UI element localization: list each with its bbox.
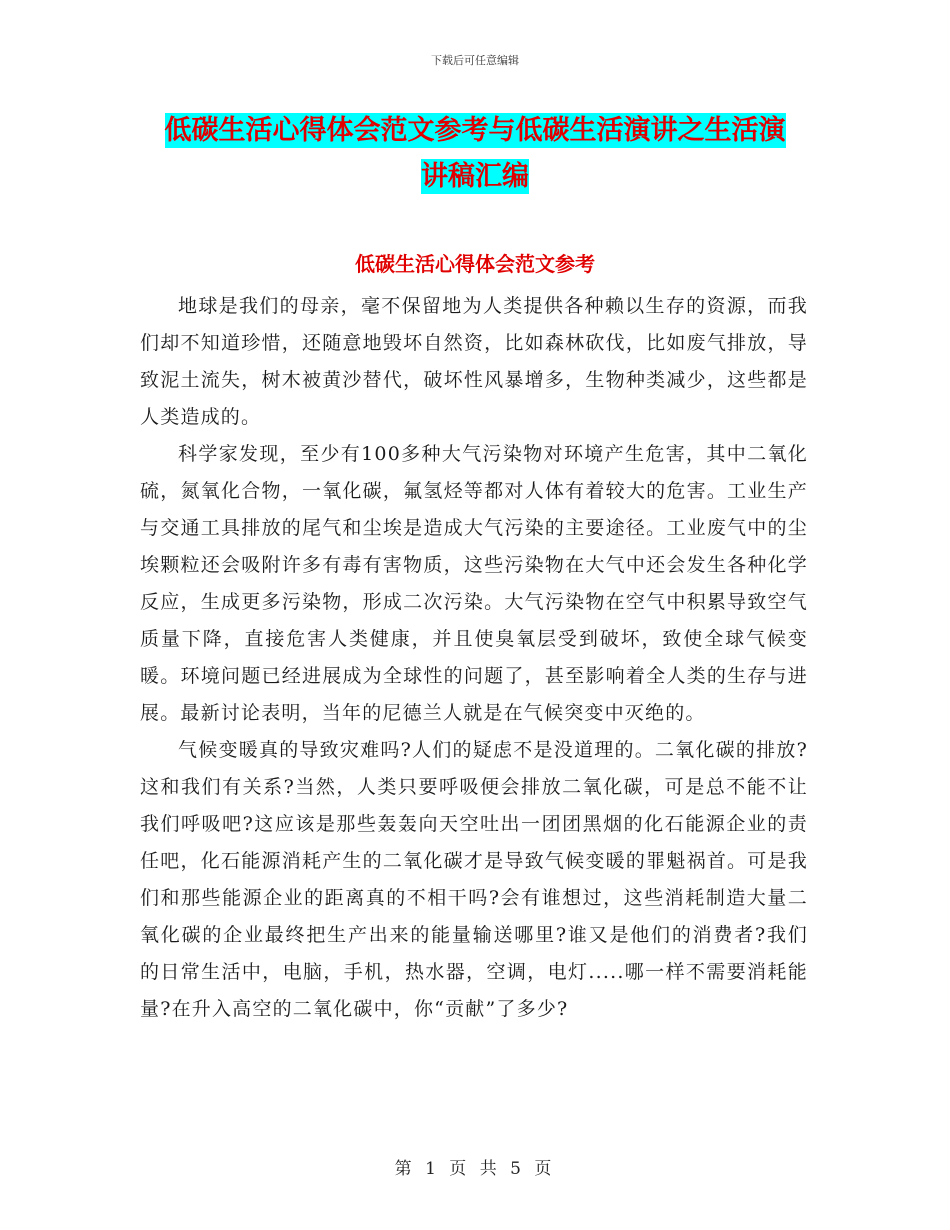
body-text — [140, 288, 808, 1028]
paragraph: 地球是我们的母亲，毫不保留地为人类提供各种赖以生存的资源，而我们却不知道珍惜，还随意地毁坏自然资，比如森林砍伐，比如废气排放，导致泥土流失，树木被黄沙替代，破坏性风暴增多，生物种类减少，这些都是人类造成的。 — [140, 295, 808, 428]
title-line-1: 低碳生活心得体会范文参考与低碳生活演讲之生活演 — [164, 115, 786, 146]
page-footer: 第 1 页 共 5 页 — [394, 1159, 556, 1179]
document-title — [0, 108, 950, 200]
title-line-2: 讲稿汇编 — [421, 161, 529, 192]
section-title: 低碳生活心得体会范文参考 — [355, 252, 595, 276]
paragraph: 气候变暖真的导致灾难吗?人们的疑虑不是没道理的。二氧化碳的排放?这和我们有关系?当然，人类只要呼吸便会排放二氧化碳，可是总不能不让我们呼吸吧?这应该是那些轰轰向天空吐出一团团黑烟的化石能源企业的责任吧，化石能源消耗产生的二氧化碳才是导致气候变暖的罪魁祸首。可是我们和那些能源企业的距离真的不相干吗?会有谁想过，这些消耗制造大量二氧化碳的企业最终把生产出来的能量输送哪里?谁又是他们的消费者?我们的日常生活中，电脑，手机，热水器，空调，电灯.....哪一样不需要消耗能量?在升入高空的二氧化碳中，你“贡献”了多少? — [140, 739, 808, 1020]
paragraph: 科学家发现，至少有100多种大气污染物对环境产生危害，其中二氧化硫，氮氧化合物，一氧化碳，氟氢烃等都对人体有着较大的危害。工业生产与交通工具排放的尾气和尘埃是造成大气污染的主要途径。工业废气中的尘埃颗粒还会吸附许多有毒有害物质，这些污染物在大气中还会发生各种化学反应，生成更多污染物，形成二次污染。大气污染物在空气中积累导致空气质量下降，直接危害人类健康，并且使臭氧层受到破坏，致使全球气候变暖。环境问题已经进展成为全球性的问题了，甚至影响着全人类的生存与进展。最新讨论表明，当年的尼德兰人就是在气候突变中灭绝的。 — [140, 443, 808, 724]
header-note: 下载后可任意编辑 — [431, 54, 519, 67]
